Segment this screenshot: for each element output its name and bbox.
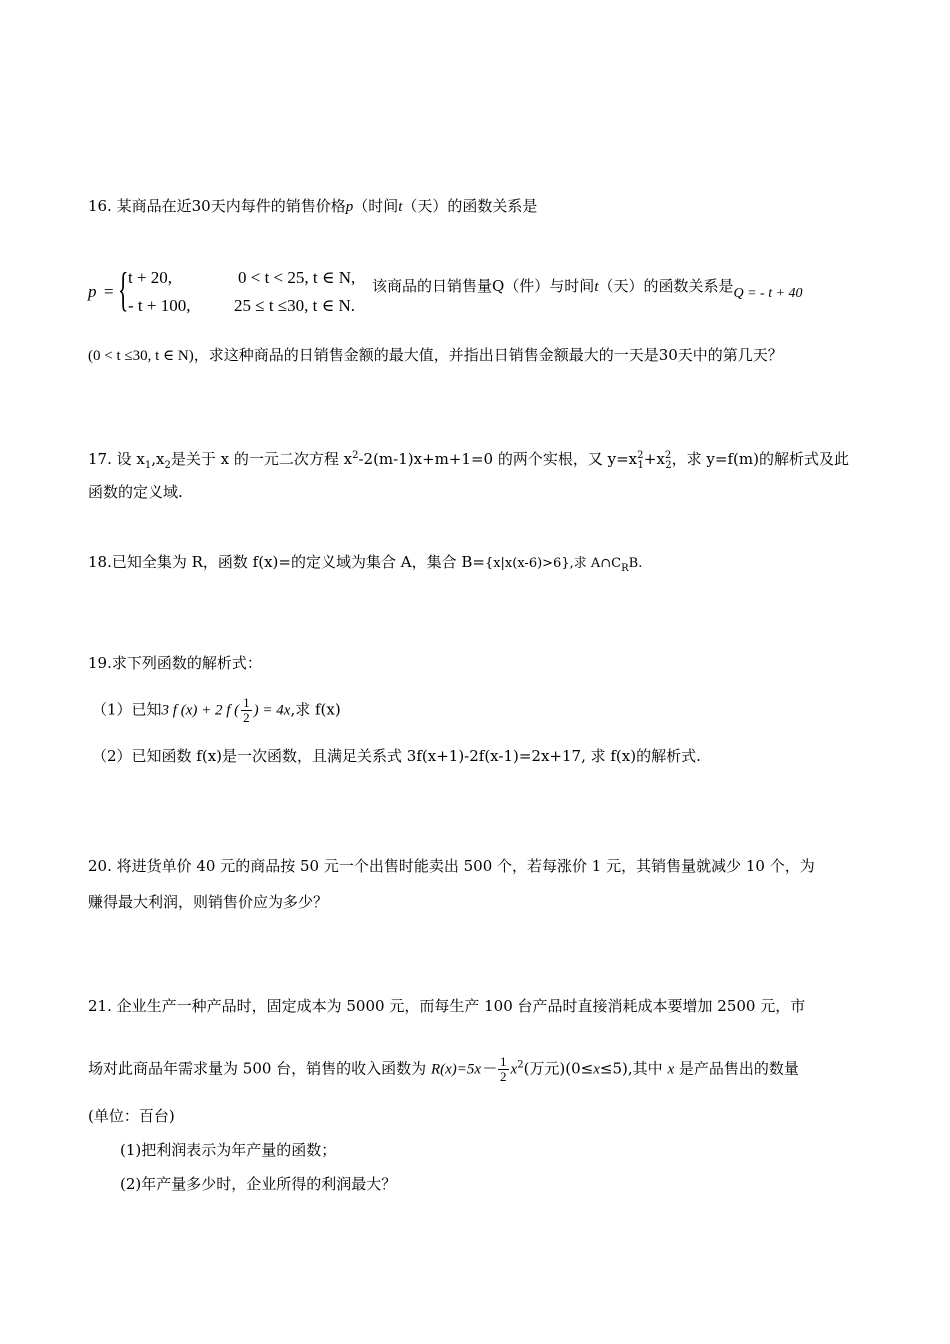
q20-line2: 赚得最大利润，则销售价应为多少？ [88,893,329,911]
q21-var-x: x [510,1061,518,1078]
q21-var-x: x [667,1061,675,1078]
q19-title: 19.求下列函数的解析式： [88,654,262,672]
q17-text: 17. 设 x [88,450,145,468]
q16-line2 [372,276,803,301]
piecewise-row2-cond: 25 ≤ t ≤30, t ∈ N. [234,296,355,315]
frac-num: 1 [243,695,250,710]
q21-var-x: x [593,1061,600,1078]
q21-R-expr: R(x)=5x－ [430,1061,497,1078]
sup: 2 [637,450,644,461]
piecewise-lhs: p [88,282,97,301]
sup: 2 [352,450,359,461]
q17-text: -2(m-1)x+m+1=0 的两个实根，又 y=x [358,450,638,468]
q19-text: ,求 f(x) [290,700,341,719]
q16-text: 16. 某商品在近30天内每件的销售价格 [88,197,346,215]
q21-part1: (1)把利润表示为年产量的函数； [120,1141,337,1159]
fraction [241,696,252,725]
q18-set-b: {x|x(x-6)>6} [484,556,570,571]
q16-var-t: t [594,279,599,295]
q16-text: ，求这种商品的日销售金额的最大值，并指出日销售金额最大的一天是30天中的第几天？ [193,346,783,364]
q16-text: （天）的函数关系是 [402,197,538,215]
q19-part1 [92,696,341,725]
q16-line3 [88,345,783,366]
frac-den: 2 [243,710,250,725]
q16-text: 该商品的日销售量Q（件）与时间 [372,277,595,295]
frac-den: 2 [500,1069,507,1084]
q21-part2: (2)年产量多少时，企业所得的利润最大？ [120,1175,397,1193]
sub: 2 [665,460,672,471]
q21-text: ≤5),其中 [599,1059,668,1078]
q20-line1: 20. 将进货单价 40 元的商品按 50 元一个出售时能卖出 500 个，若每涨价 1 元，其销售量就减少 10 个，为 [88,857,815,875]
q17-line1 [88,446,849,476]
sub: 1 [637,460,644,471]
q17-text: +x [643,450,665,468]
q19-text: （1）已知 [92,700,162,719]
q21-text: (万元)(0≤ [523,1059,594,1078]
q17-text: ,x [151,450,165,468]
q18-text: ,求 A∩C [569,556,622,571]
q18-line [88,552,642,579]
q19-expr: 3 f (x) + 2 f ( [161,702,240,719]
q16-line1 [88,196,537,217]
q17-text: ，求 y=f(m)的解析式及此 [671,450,849,468]
q16-Q-expr: Q = - t + 40 [733,286,803,301]
q21-text: 是产品售出的数量 [674,1059,799,1078]
q18-text: 18.已知全集为 R，函数 f(x)=的定义域为集合 A，集合 B= [88,553,485,571]
piecewise-row1-cond: 0 < t < 25, t ∈ N, [238,268,356,287]
q21-line2 [88,1055,799,1084]
q16-text: （时间 [353,197,399,215]
q16-piecewise-function [88,262,378,322]
q16-var-t: t [398,199,403,215]
piecewise-row1-expr: t + 20, [128,268,173,287]
sub: R [621,563,629,574]
q17-line2: 函数的定义域. [88,483,183,501]
q21-text: 场对此商品年需求量为 500 台，销售的收入函数为 [88,1059,431,1078]
sub: 1 [144,460,152,471]
q16-var-p: p [345,199,354,215]
q18-text: B. [628,556,643,571]
q21-line1: 21. 企业生产一种产品时，固定成本为 5000 元，而每生产 100 台产品时直接消耗成本要增加 2500 元，市 [88,997,806,1015]
q16-text: （天）的函数关系是 [598,277,734,295]
piecewise-eq: = [104,282,114,301]
sup: 2 [664,450,672,461]
sup: 2 [517,1059,524,1071]
left-brace-icon: { [118,263,129,316]
q16-domain: (0 < t ≤30, t ∈ N) [88,348,194,364]
q17-text: 是关于 x 的一元二次方程 x [170,450,353,468]
fraction [498,1055,509,1084]
piecewise-row2-expr: - t + 100, [128,296,191,315]
q19-part2: （2）已知函数 f(x)是一次函数，且满足关系式 3f(x+1)-2f(x-1)=2x+17, 求 f(x)的解析式. [92,747,701,765]
sub: 2 [164,460,171,471]
q21-line3: (单位：百台) [88,1107,175,1125]
q19-expr: ) = 4x [253,702,291,719]
frac-num: 1 [500,1054,507,1069]
